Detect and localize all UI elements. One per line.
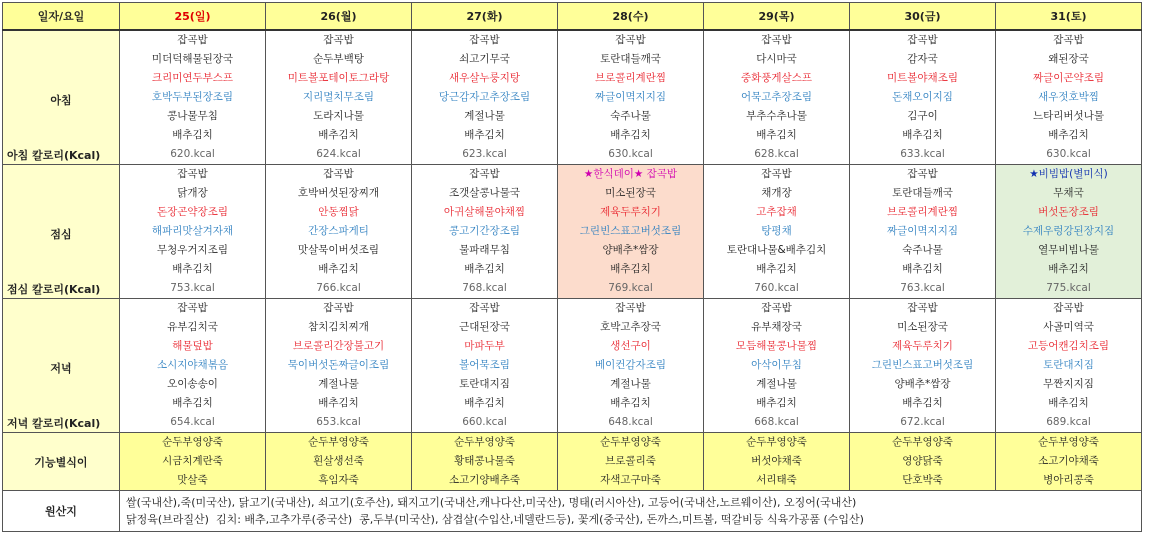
calorie-value: 760.kcal: [754, 282, 799, 294]
porridge-item: 순두부영양죽: [454, 436, 515, 448]
calorie-value: 630.kcal: [1046, 148, 1091, 160]
day-header: 25(일): [120, 3, 266, 31]
calorie-value: 775.kcal: [1046, 282, 1091, 294]
menu-item: 잡곡밥: [761, 302, 792, 314]
menu-item: 볼어묵조림: [459, 359, 510, 371]
menu-item: 짜글이곤약조림: [1032, 72, 1104, 84]
breakfast-row: [3, 30, 1142, 165]
menu-item: 잡곡밥: [1053, 302, 1084, 314]
menu-item: 잡곡밥: [323, 302, 354, 314]
menu-item: 배추김치: [756, 263, 797, 275]
menu-item: 짜글이멱지지짐: [886, 225, 958, 237]
functional-day-cell: [558, 433, 704, 491]
menu-item: 다시마국: [756, 53, 797, 65]
weekly-menu-table: [2, 2, 1142, 532]
menu-item: 마파두부: [464, 340, 505, 352]
menu-item: 배추김치: [172, 129, 213, 141]
menu-item: 베이컨감자조림: [594, 359, 666, 371]
menu-item: 배추김치: [1048, 129, 1089, 141]
porridge-item: 단호박죽: [902, 474, 943, 486]
menu-item: 배추김치: [1048, 397, 1089, 409]
menu-item: 호박고추장국: [600, 321, 661, 333]
lunch-day-cell: [850, 165, 996, 299]
menu-item: 잡곡밥: [177, 34, 208, 46]
calorie-value: 624.kcal: [316, 148, 361, 160]
dinner-day-cell: [996, 299, 1142, 433]
dinner-day-cell: [850, 299, 996, 433]
menu-item: 조갯살콩나물국: [448, 187, 520, 199]
menu-item: 그린빈스표고버섯조림: [871, 359, 974, 371]
lunch-label-cell: [3, 165, 120, 299]
menu-item: 짜글이멱지지짐: [594, 91, 666, 103]
menu-item: 콩고기간장조림: [448, 225, 520, 237]
menu-item: 브로콜리계란찜: [886, 206, 958, 218]
functional-day-cell: [704, 433, 850, 491]
menu-item: 해파리맛살겨자채: [151, 225, 234, 237]
porridge-item: 흑임자죽: [318, 474, 359, 486]
calorie-value: 768.kcal: [462, 282, 507, 294]
menu-item: 오이송송이: [167, 378, 218, 390]
menu-item: 배추김치: [464, 397, 505, 409]
breakfast-day-cell: [996, 30, 1142, 165]
dinner-row: [3, 299, 1142, 433]
menu-item: 소시지야채볶음: [156, 359, 228, 371]
porridge-item: 소고기야채죽: [1038, 455, 1099, 467]
menu-item: 닭개장: [177, 187, 208, 199]
origin-line: 쌀(국내산),죽(미국산), 닭고기(국내산), 쇠고기(호주산), 돼지고기(국내산,캐나다산,미국산), 명태(러시아산), 고등어(국내산,노르웨이산), 오징어(국내산): [126, 496, 857, 509]
menu-item: 유부김치국: [167, 321, 218, 333]
menu-item: 근대된장국: [459, 321, 510, 333]
dinner-label-cell: [3, 299, 120, 433]
menu-item: 돈채오이지짐: [892, 91, 953, 103]
calorie-value: 623.kcal: [462, 148, 507, 160]
porridge-item: 자색고구마죽: [600, 474, 661, 486]
lunch-day-cell: [558, 165, 704, 299]
menu-item: 양배추*쌈장: [894, 378, 951, 390]
lunch-day-cell: [704, 165, 850, 299]
menu-item: 제육두루치기: [600, 206, 661, 218]
origin-line: 닭정육(브라질산) 김치: 배추,고추가루(중국산) 콩,두부(미국산), 삼겹살(수입산,네델란드등), 꽃게(중국산), 돈까스,미트볼, 떡갈비등 식육가공품 (수입산): [126, 513, 864, 526]
calorie-value: 628.kcal: [754, 148, 799, 160]
menu-item: 아귀살해물야채찜: [443, 206, 526, 218]
calorie-value: 672.kcal: [900, 416, 945, 428]
menu-item: 돈장곤약장조림: [156, 206, 228, 218]
menu-item: 해물덮밥: [172, 340, 213, 352]
menu-item: 잡곡밥: [615, 302, 646, 314]
dinner-calorie-label: 저녁 칼로리(Kcal): [7, 417, 101, 430]
menu-item: 계절나물: [464, 110, 505, 122]
menu-item: 배추김치: [756, 397, 797, 409]
menu-item: 배추김치: [756, 129, 797, 141]
menu-item: 그린빈스표고버섯조림: [579, 225, 682, 237]
menu-item: 잡곡밥: [761, 168, 792, 180]
menu-item: 제육두루치기: [892, 340, 953, 352]
breakfast-calorie-label: 아침 칼로리(Kcal): [7, 149, 101, 162]
menu-item: 무채국: [1053, 187, 1084, 199]
day-header: 31(토): [996, 3, 1142, 31]
menu-item: 무청우거지조림: [156, 244, 228, 256]
calorie-value: 763.kcal: [900, 282, 945, 294]
functional-row: [3, 433, 1142, 491]
porridge-item: 병아리콩죽: [1043, 474, 1094, 486]
menu-item: 안동찜닭: [318, 206, 359, 218]
porridge-item: 순두부영양죽: [600, 436, 661, 448]
menu-item: 사골미역국: [1043, 321, 1094, 333]
menu-item: 배추김치: [902, 129, 943, 141]
menu-item: 배추김치: [318, 129, 359, 141]
menu-item: 도라지나물: [313, 110, 364, 122]
breakfast-day-cell: [120, 30, 266, 165]
lunch-calorie-label: 점심 칼로리(Kcal): [7, 283, 101, 296]
breakfast-day-cell: [266, 30, 412, 165]
menu-item: 계절나물: [610, 378, 651, 390]
menu-item: 간장스파게티: [308, 225, 369, 237]
calorie-value: 633.kcal: [900, 148, 945, 160]
dinner-day-cell: [704, 299, 850, 433]
menu-item: 고추잡채: [756, 206, 797, 218]
menu-item: 콩나물무침: [167, 110, 218, 122]
menu-item: 잡곡밥: [177, 302, 208, 314]
menu-item: 유부채장국: [751, 321, 802, 333]
calorie-value: 654.kcal: [170, 416, 215, 428]
menu-item: 배추김치: [1048, 263, 1089, 275]
menu-item: 잡곡밥: [907, 34, 938, 46]
menu-item: 잡곡밥: [469, 168, 500, 180]
menu-item: 중화풍게살스프: [740, 72, 812, 84]
menu-item: 부추수추나물: [746, 110, 807, 122]
menu-item: 배추김치: [172, 397, 213, 409]
menu-item: 양배추*쌈장: [602, 244, 659, 256]
calorie-value: 660.kcal: [462, 416, 507, 428]
calorie-value: 653.kcal: [316, 416, 361, 428]
porridge-item: 소고기양배추죽: [448, 474, 520, 486]
menu-item: 토란대지짐: [1043, 359, 1094, 371]
menu-item: 배추김치: [464, 263, 505, 275]
menu-item: 브로콜리간장불고기: [292, 340, 385, 352]
menu-item: 계절나물: [318, 378, 359, 390]
menu-item: 미더덕해물된장국: [151, 53, 234, 65]
menu-item: 어묵고추장조림: [740, 91, 812, 103]
menu-item: 잡곡밥: [177, 168, 208, 180]
menu-item: 채개장: [761, 187, 792, 199]
header-row: [3, 3, 1142, 31]
menu-item: 잡곡밥: [323, 168, 354, 180]
menu-item: 버섯돈장조림: [1038, 206, 1099, 218]
breakfast-day-cell: [850, 30, 996, 165]
menu-item: 왜된장국: [1048, 53, 1089, 65]
breakfast-day-cell: [704, 30, 850, 165]
menu-item: 잡곡밥: [469, 302, 500, 314]
day-header: 29(목): [704, 3, 850, 31]
menu-item: 잡곡밥: [615, 34, 646, 46]
porridge-item: 순두부영양죽: [308, 436, 369, 448]
day-header: 26(월): [266, 3, 412, 31]
functional-day-cell: [996, 433, 1142, 491]
menu-item: 토란대나물&배추김치: [726, 244, 827, 256]
porridge-item: 순두부영양죽: [162, 436, 223, 448]
dinner-day-cell: [412, 299, 558, 433]
menu-item: 모듬해물콩나물찜: [735, 340, 818, 352]
functional-label: 기능별식이: [3, 433, 120, 491]
breakfast-label: 아침: [50, 94, 72, 108]
menu-item: 배추김치: [902, 397, 943, 409]
porridge-item: 순두부영양죽: [746, 436, 807, 448]
menu-item: 미트볼야채조림: [886, 72, 958, 84]
porridge-item: 시금치계란죽: [162, 455, 223, 467]
origin-text: [120, 491, 1142, 532]
menu-item: 배추김치: [172, 263, 213, 275]
menu-item: 미소된장국: [897, 321, 948, 333]
calorie-value: 648.kcal: [608, 416, 653, 428]
menu-item: 새우젓호박찜: [1038, 91, 1099, 103]
breakfast-day-cell: [412, 30, 558, 165]
menu-item: 지리멸치무조림: [302, 91, 374, 103]
lunch-day-cell: [266, 165, 412, 299]
day-header: 28(수): [558, 3, 704, 31]
menu-item: 고등어캔김치조림: [1027, 340, 1110, 352]
menu-item: 묵이버섯돈짜글이조림: [287, 359, 390, 371]
menu-item: 호박버섯된장찌개: [297, 187, 380, 199]
calorie-value: 766.kcal: [316, 282, 361, 294]
menu-item: 당근감자고추장조림: [438, 91, 531, 103]
menu-item: 배추김치: [464, 129, 505, 141]
functional-day-cell: [266, 433, 412, 491]
menu-item: 잡곡밥: [907, 302, 938, 314]
menu-item: 열무비빔나물: [1038, 244, 1099, 256]
day-header: 27(화): [412, 3, 558, 31]
calorie-value: 769.kcal: [608, 282, 653, 294]
porridge-item: 순두부영양죽: [892, 436, 953, 448]
menu-item: 잡곡밥: [907, 168, 938, 180]
menu-item: 크리미연두부스프: [151, 72, 234, 84]
calorie-value: 630.kcal: [608, 148, 653, 160]
menu-item: 잡곡밥: [761, 34, 792, 46]
porridge-item: 황태콩나물죽: [454, 455, 515, 467]
menu-item: 새우살누룽지탕: [448, 72, 520, 84]
menu-item: 배추김치: [318, 397, 359, 409]
lunch-row: [3, 165, 1142, 299]
day-header: 30(금): [850, 3, 996, 31]
functional-day-cell: [120, 433, 266, 491]
menu-item: ★비빔밥(별미식): [1029, 168, 1108, 180]
header-corner: 일자/요일: [3, 3, 120, 31]
menu-item: 배추김치: [902, 263, 943, 275]
menu-item: 숙주나물: [902, 244, 943, 256]
porridge-item: 흰살생선죽: [313, 455, 364, 467]
porridge-item: 맛살죽: [177, 474, 208, 486]
menu-item: 미소된장국: [605, 187, 656, 199]
dinner-day-cell: [558, 299, 704, 433]
menu-item: 계절나물: [756, 378, 797, 390]
lunch-day-cell: [412, 165, 558, 299]
menu-item: 잡곡밥: [323, 34, 354, 46]
lunch-label: 점심: [50, 228, 72, 242]
functional-day-cell: [850, 433, 996, 491]
menu-item: 미트볼포테이토그라탕: [287, 72, 390, 84]
origin-row: [3, 491, 1142, 532]
menu-item: 탕평채: [761, 225, 792, 237]
menu-item: 숙주나물: [610, 110, 651, 122]
dinner-day-cell: [120, 299, 266, 433]
porridge-item: 서리태죽: [756, 474, 797, 486]
porridge-item: 순두부영양죽: [1038, 436, 1099, 448]
menu-item: 호박두부된장조림: [151, 91, 234, 103]
menu-item: 배추김치: [610, 397, 651, 409]
menu-item: 배추김치: [610, 263, 651, 275]
menu-item: 토란대지짐: [459, 378, 510, 390]
dinner-label: 저녁: [50, 362, 72, 376]
functional-day-cell: [412, 433, 558, 491]
menu-item: 참치김치찌개: [308, 321, 369, 333]
menu-item: 브로콜리계란찜: [594, 72, 666, 84]
breakfast-label-cell: [3, 30, 120, 165]
calorie-value: 753.kcal: [170, 282, 215, 294]
menu-item: 느타리버섯나물: [1032, 110, 1104, 122]
menu-item: ★한식데이★ 잡곡밥: [583, 168, 678, 180]
menu-item: 쇠고기무국: [459, 53, 510, 65]
menu-item: 물파래무침: [459, 244, 510, 256]
porridge-item: 브로콜리죽: [605, 455, 656, 467]
menu-item: 배추김치: [318, 263, 359, 275]
lunch-day-cell: [996, 165, 1142, 299]
menu-item: 무짠지지짐: [1043, 378, 1094, 390]
calorie-value: 668.kcal: [754, 416, 799, 428]
calorie-value: 689.kcal: [1046, 416, 1091, 428]
porridge-item: 영양닭죽: [902, 455, 943, 467]
menu-item: 배추김치: [610, 129, 651, 141]
menu-item: 수제우렁강된장지짐: [1022, 225, 1115, 237]
menu-item: 생선구이: [610, 340, 651, 352]
menu-item: 잡곡밥: [469, 34, 500, 46]
calorie-value: 620.kcal: [170, 148, 215, 160]
menu-item: 김구이: [907, 110, 938, 122]
menu-item: 토란대들깨국: [892, 187, 953, 199]
menu-item: 감자국: [907, 53, 938, 65]
lunch-day-cell: [120, 165, 266, 299]
porridge-item: 버섯야채죽: [751, 455, 802, 467]
origin-label: 원산지: [3, 491, 120, 532]
menu-item: 순두부백탕: [313, 53, 364, 65]
breakfast-day-cell: [558, 30, 704, 165]
menu-item: 아삭이무침: [751, 359, 802, 371]
menu-item: 토란대들깨국: [600, 53, 661, 65]
menu-item: 맛살묵이버섯조림: [297, 244, 380, 256]
dinner-day-cell: [266, 299, 412, 433]
menu-item: 잡곡밥: [1053, 34, 1084, 46]
